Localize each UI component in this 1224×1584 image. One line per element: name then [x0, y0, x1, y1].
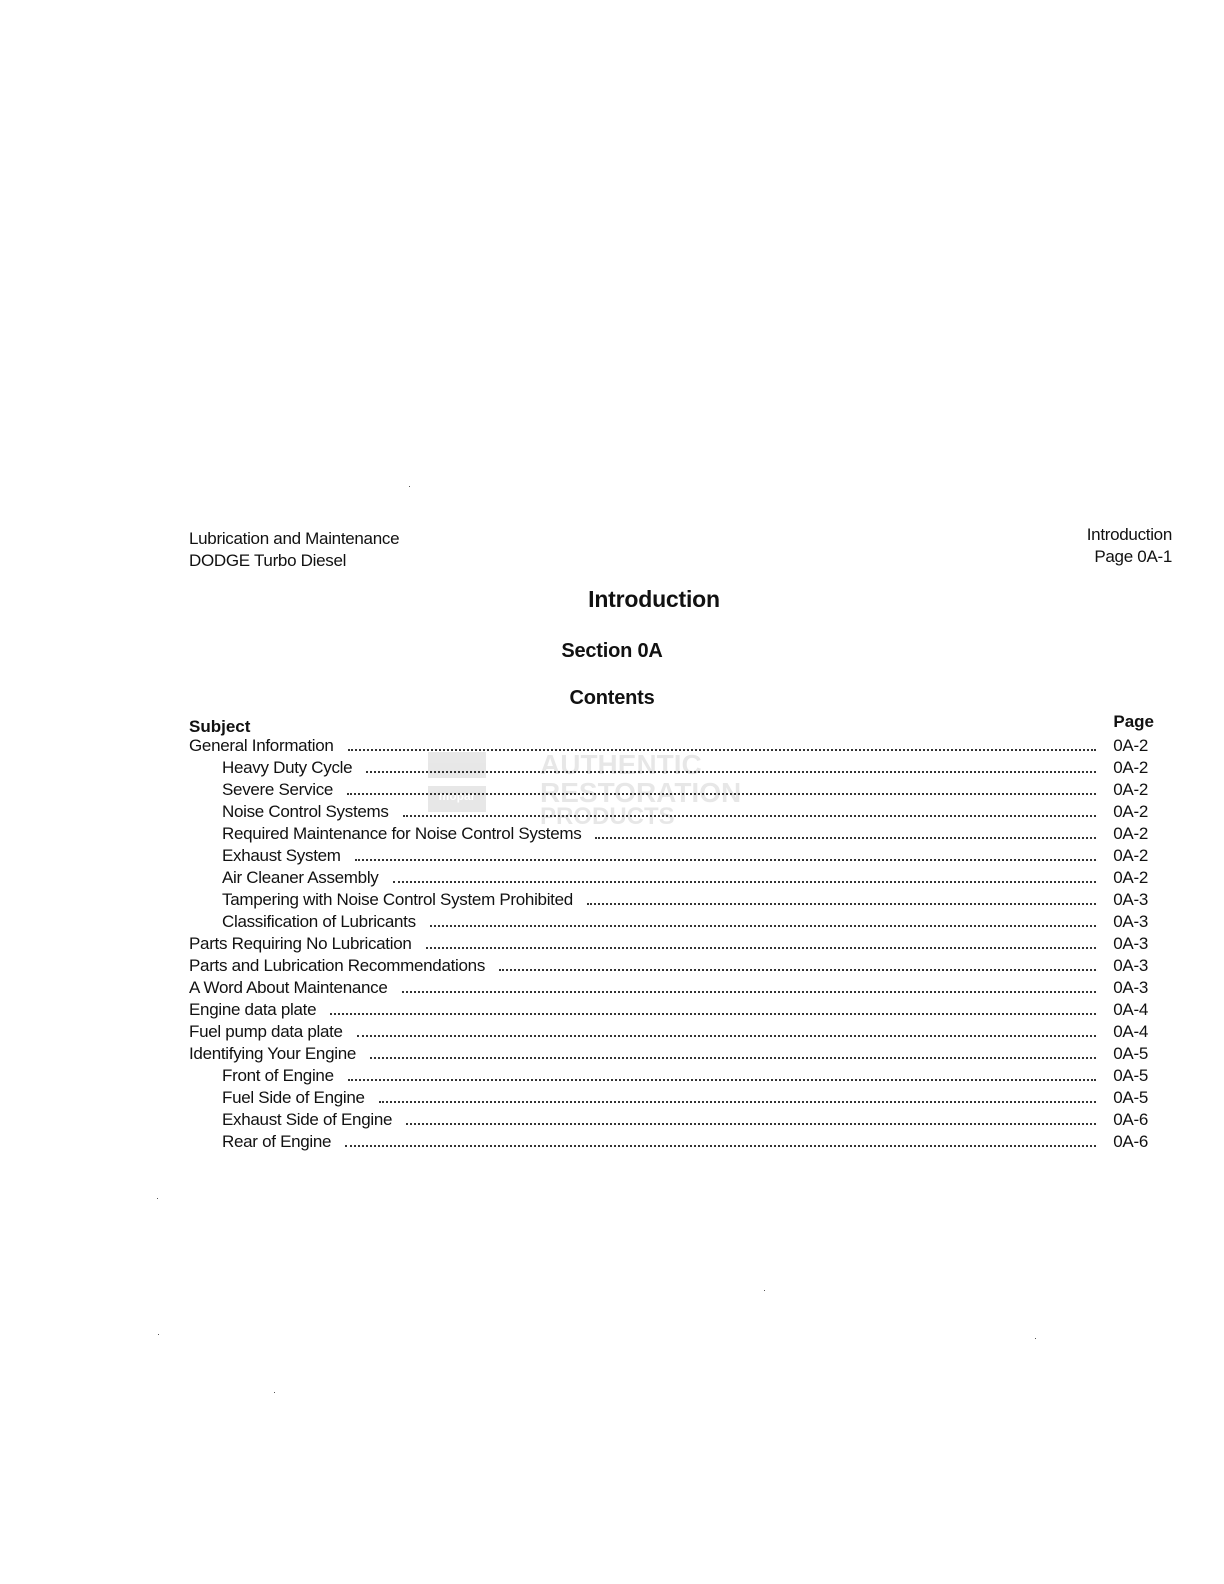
- vehicle-name: DODGE Turbo Diesel: [189, 551, 347, 570]
- toc-entry[interactable]: [189, 780, 1156, 802]
- toc-entry-title: Rear of Engine: [222, 1132, 332, 1151]
- toc-entry-title: General Information: [189, 736, 334, 755]
- dot-leader: [357, 1034, 1096, 1037]
- scan-speck: [274, 1392, 275, 1393]
- toc-entry-title: Air Cleaner Assembly: [222, 868, 379, 887]
- toc-entry-page: 0A-6: [1113, 1132, 1148, 1151]
- toc-entry-title: Front of Engine: [222, 1066, 334, 1085]
- dot-leader: [348, 748, 1096, 751]
- dot-leader: [348, 1078, 1096, 1081]
- dot-leader: [330, 1012, 1096, 1015]
- toc-entry[interactable]: [189, 824, 1156, 846]
- toc-entry-page: 0A-3: [1113, 934, 1148, 953]
- toc-entry-page: 0A-2: [1113, 802, 1148, 821]
- watermark-brand: mopar: [438, 789, 476, 803]
- dot-leader: [587, 902, 1096, 905]
- toc-entry-title: Exhaust System: [222, 846, 341, 865]
- dot-leader: [345, 1144, 1096, 1147]
- toc-entry-title: Exhaust Side of Engine: [222, 1110, 393, 1129]
- toc-entry-page: 0A-2: [1113, 846, 1148, 865]
- toc-entry-page: 0A-6: [1113, 1110, 1148, 1129]
- toc-entry[interactable]: [189, 1066, 1156, 1088]
- toc-page-label: Page: [1113, 712, 1154, 731]
- toc-entry[interactable]: [189, 1088, 1156, 1110]
- toc-entry-title: Classification of Lubricants: [222, 912, 416, 931]
- toc-entry-title: Severe Service: [222, 780, 334, 799]
- toc-entry-page: 0A-4: [1113, 1000, 1148, 1019]
- toc-entry-title: A Word About Maintenance: [189, 978, 388, 997]
- watermark-line2: RESTORATION: [540, 777, 742, 808]
- toc-entry[interactable]: [189, 758, 1156, 780]
- dot-leader: [426, 946, 1096, 949]
- table-of-contents: [189, 712, 1156, 1154]
- toc-entry-page: 0A-2: [1113, 758, 1148, 777]
- scan-speck: [409, 486, 410, 487]
- toc-entry[interactable]: [189, 1132, 1156, 1154]
- toc-entry[interactable]: [189, 1000, 1156, 1022]
- toc-entry-title: Noise Control Systems: [222, 802, 389, 821]
- toc-entry-title: Parts Requiring No Lubrication: [189, 934, 412, 953]
- toc-entry-title: Identifying Your Engine: [189, 1044, 357, 1063]
- dot-leader: [595, 836, 1096, 839]
- toc-entry-page: 0A-5: [1113, 1044, 1148, 1063]
- toc-entry[interactable]: [189, 846, 1156, 868]
- dot-leader: [347, 792, 1096, 795]
- toc-entry[interactable]: [189, 934, 1156, 956]
- toc-entry-page: 0A-2: [1113, 736, 1148, 755]
- toc-subject-label: Subject: [189, 717, 251, 736]
- toc-entry-page: 0A-2: [1113, 780, 1148, 799]
- page-number: Page 0A-1: [1094, 547, 1172, 566]
- scan-speck: [158, 1334, 159, 1335]
- manual-title: Lubrication and Maintenance: [189, 529, 400, 548]
- scan-speck: [764, 1290, 765, 1291]
- toc-entry[interactable]: [189, 956, 1156, 978]
- toc-entry-page: 0A-3: [1113, 956, 1148, 975]
- scan-speck: [1035, 1338, 1036, 1339]
- running-header-left: [189, 528, 399, 572]
- scan-speck: [157, 1198, 158, 1199]
- toc-entry-page: 0A-3: [1113, 912, 1148, 931]
- dot-leader: [355, 858, 1096, 861]
- toc-entry-title: Parts and Lubrication Recommendations: [189, 956, 486, 975]
- toc-entry-title: Tampering with Noise Control System Prohibited: [222, 890, 573, 909]
- dot-leader: [499, 968, 1096, 971]
- toc-entry[interactable]: [189, 978, 1156, 1000]
- contents-heading: Contents: [569, 687, 655, 709]
- toc-entry[interactable]: [189, 1022, 1156, 1044]
- toc-entry-page: 0A-5: [1113, 1066, 1148, 1085]
- toc-entry-title: Required Maintenance for Noise Control Systems: [222, 824, 582, 843]
- toc-entry-title: Fuel pump data plate: [189, 1022, 343, 1041]
- toc-header-row: [189, 712, 1156, 736]
- toc-entry[interactable]: [189, 736, 1156, 758]
- dot-leader: [370, 1056, 1096, 1059]
- dot-leader: [379, 1100, 1096, 1103]
- running-header-right: [1087, 524, 1172, 568]
- watermark-line3: PRODUCTS: [540, 803, 675, 830]
- dot-leader: [430, 924, 1096, 927]
- toc-entry-page: 0A-4: [1113, 1022, 1148, 1041]
- dot-leader: [393, 880, 1096, 883]
- toc-entry-page: 0A-5: [1113, 1088, 1148, 1107]
- dot-leader: [366, 770, 1096, 773]
- toc-entry-page: 0A-3: [1113, 890, 1148, 909]
- chapter-name: Introduction: [1086, 525, 1172, 544]
- toc-entry[interactable]: [189, 912, 1156, 934]
- toc-entry[interactable]: [189, 1044, 1156, 1066]
- page-title: Introduction: [588, 586, 720, 612]
- dot-leader: [406, 1122, 1096, 1125]
- toc-entry-title: Engine data plate: [189, 1000, 317, 1019]
- dot-leader: [403, 814, 1096, 817]
- toc-entry-page: 0A-3: [1113, 978, 1148, 997]
- section-title: Section 0A: [561, 640, 663, 662]
- toc-entry[interactable]: [189, 1110, 1156, 1132]
- watermark-line1: AUTHENTIC: [540, 749, 702, 780]
- toc-entry[interactable]: [189, 868, 1156, 890]
- dot-leader: [402, 990, 1096, 993]
- toc-entry-page: 0A-2: [1113, 824, 1148, 843]
- toc-entry[interactable]: [189, 890, 1156, 912]
- toc-entry-title: Heavy Duty Cycle: [222, 758, 353, 777]
- toc-entry[interactable]: [189, 802, 1156, 824]
- toc-entry-page: 0A-2: [1113, 868, 1148, 887]
- toc-entry-title: Fuel Side of Engine: [222, 1088, 365, 1107]
